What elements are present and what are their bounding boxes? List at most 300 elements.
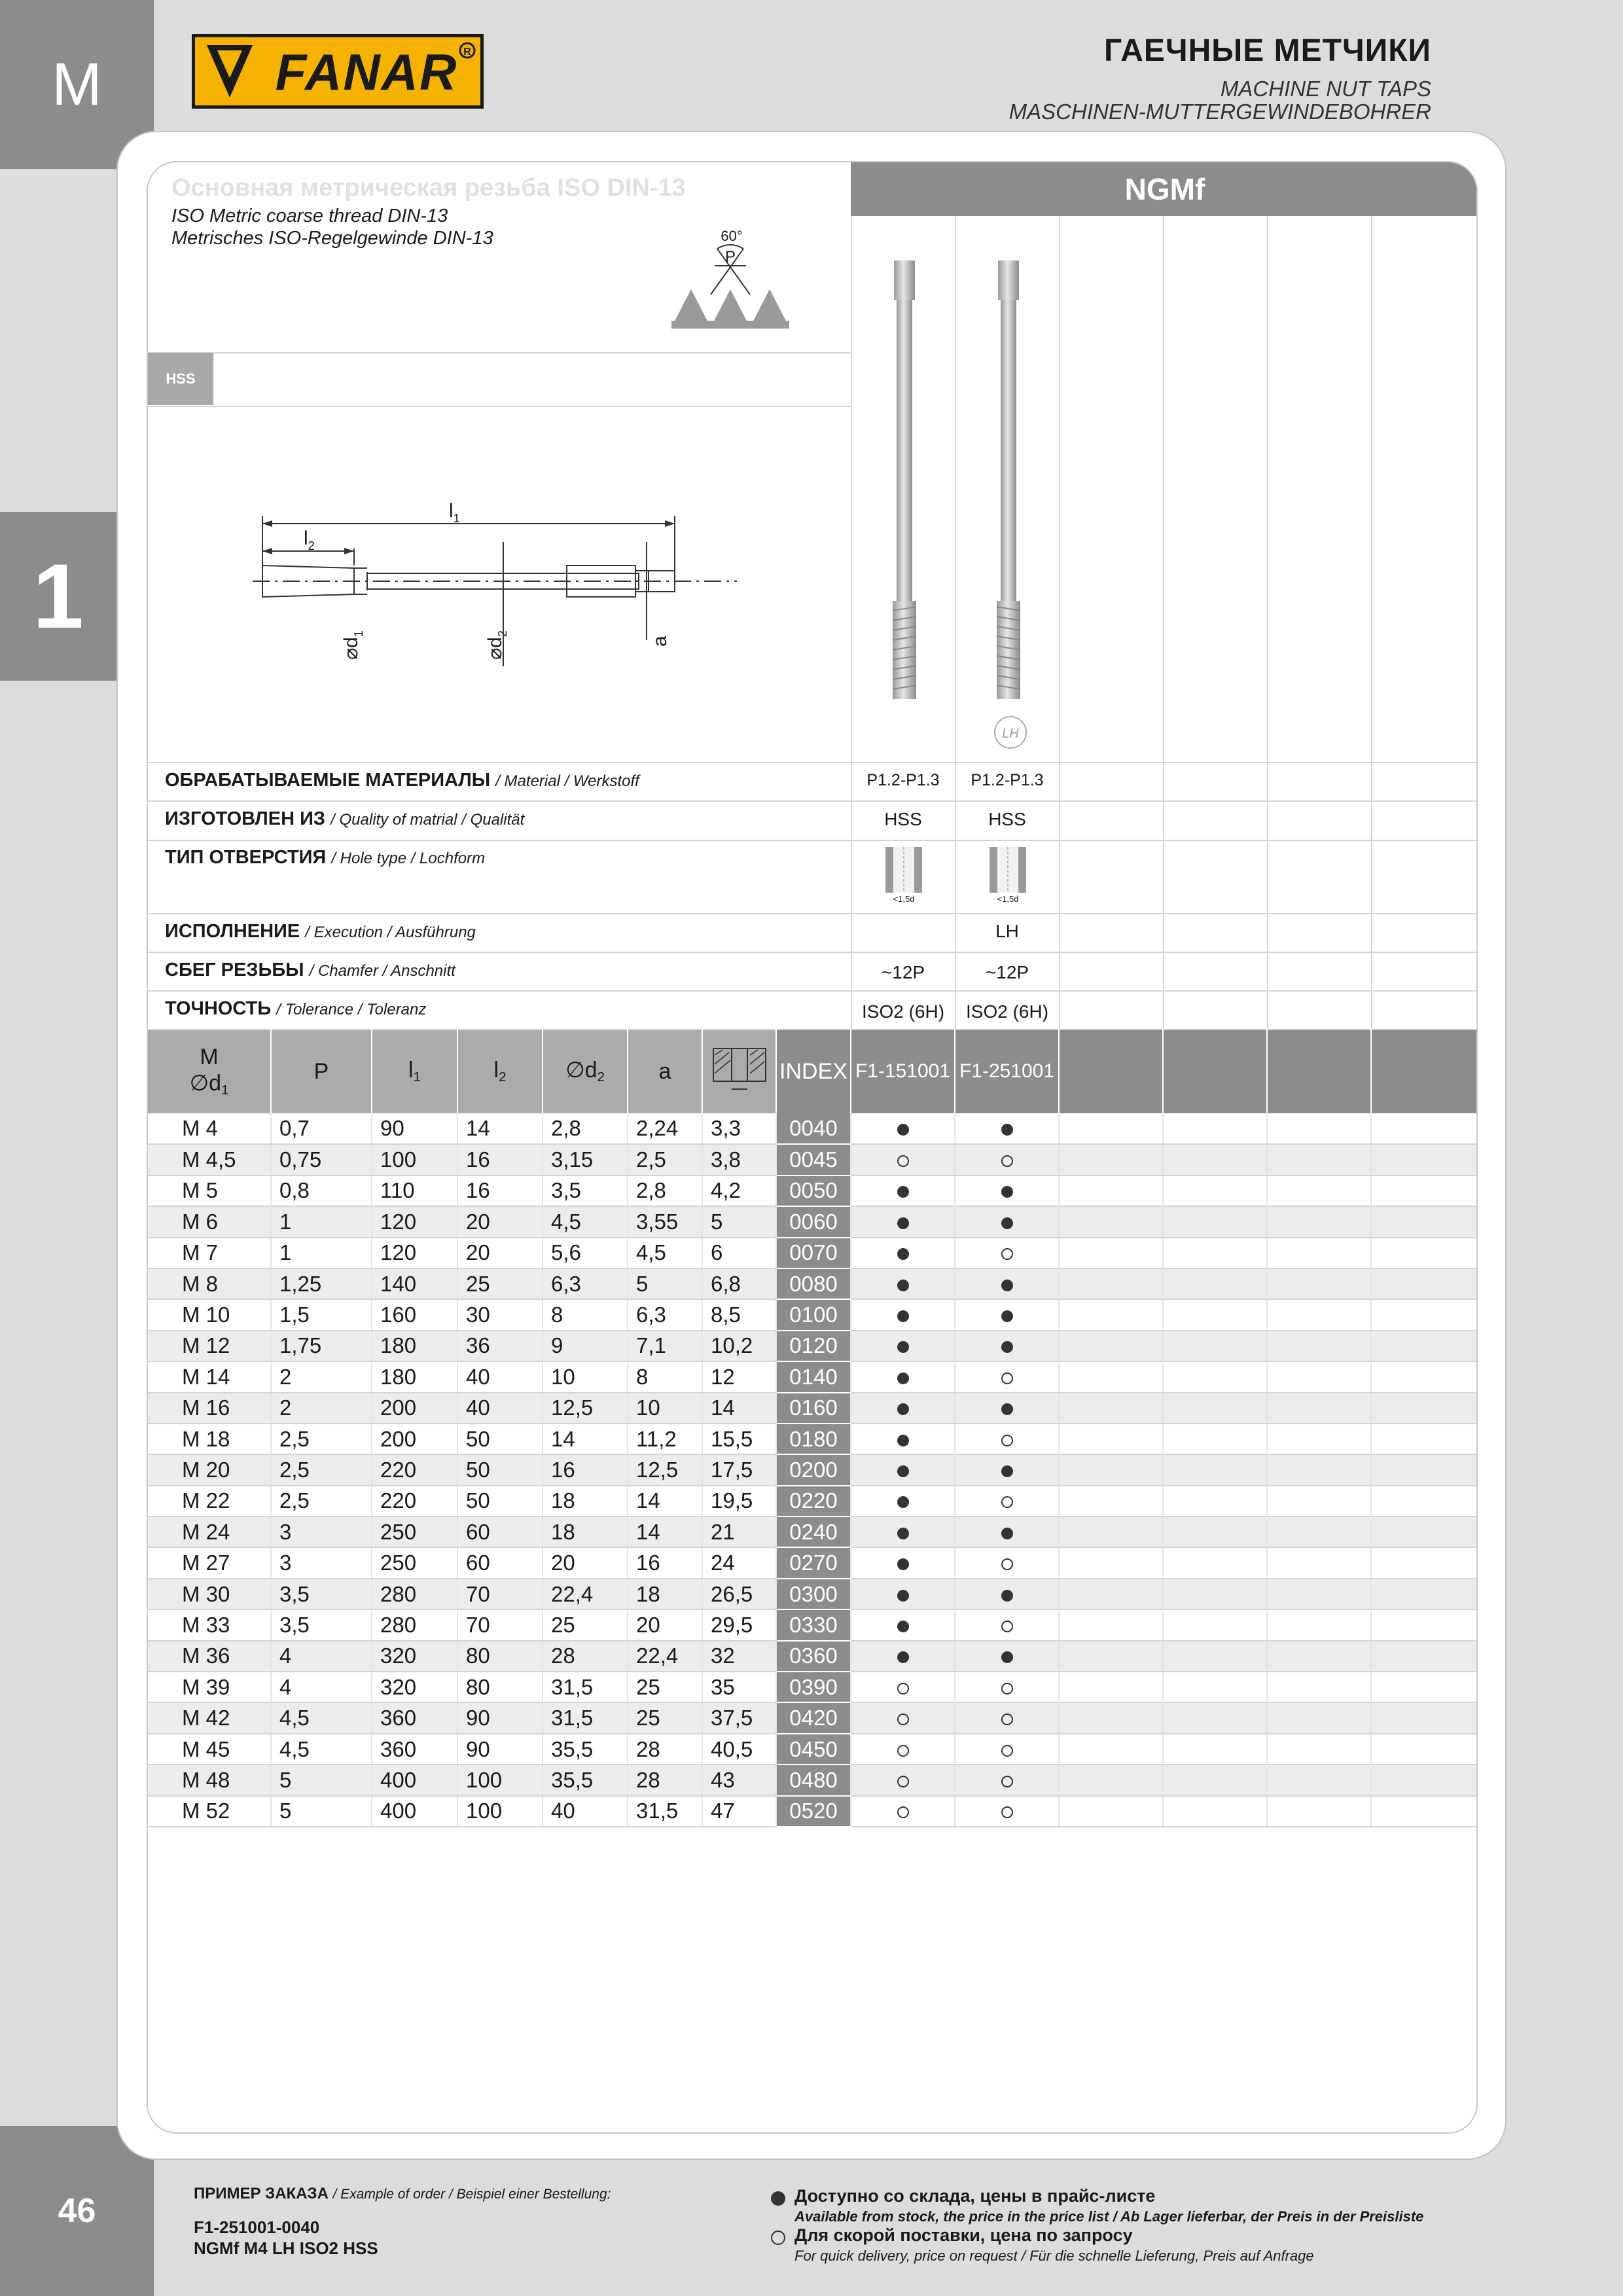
dim-d2: $⌀d_2$: [484, 630, 509, 660]
table-cell: 25: [543, 1609, 628, 1640]
availability-cell: [955, 1113, 1059, 1144]
availability-cell: [851, 1144, 955, 1175]
table-cell: M 30: [148, 1579, 271, 1609]
availability-cell: [955, 1175, 1059, 1206]
table-cell: 5: [628, 1268, 702, 1299]
on-request-dot-icon: [1001, 1745, 1013, 1757]
table-cell: 250: [372, 1547, 457, 1578]
page-title-de: MASCHINEN-MUTTERGEWINDEBOHRER: [1008, 99, 1431, 124]
chamfer-value-1: ~12P: [881, 962, 925, 982]
empty-cell: [1267, 1516, 1371, 1547]
on-request-dot-icon: [1001, 1248, 1013, 1260]
thread-title-en: ISO Metric coarse thread DIN-13: [171, 206, 448, 226]
empty-cell: [1371, 1547, 1478, 1578]
table-cell: M 20: [148, 1454, 271, 1485]
empty-cell: [1267, 1175, 1371, 1206]
in-stock-dot-icon: [897, 1621, 909, 1632]
table-cell: 3,15: [543, 1144, 628, 1175]
col-header-empty: [1059, 1030, 1163, 1113]
col-header-d2: ∅d2: [543, 1030, 628, 1113]
on-request-dot-icon: [1001, 1713, 1013, 1725]
col-header-pitch: P: [271, 1030, 372, 1113]
availability-cell: [955, 1641, 1059, 1672]
table-cell: M 5: [148, 1175, 271, 1206]
table-cell: 120: [372, 1206, 457, 1237]
table-cell: M 7: [148, 1238, 271, 1268]
on-request-dot-icon: [897, 1155, 909, 1167]
availability-cell: [851, 1361, 955, 1392]
table-cell: 19,5: [702, 1486, 776, 1516]
index-cell: 0270: [776, 1547, 851, 1578]
index-cell: 0060: [776, 1206, 851, 1237]
empty-cell: [1059, 1361, 1163, 1392]
availability-cell: [851, 1734, 955, 1765]
in-stock-dot-icon: [1001, 1651, 1013, 1663]
table-cell: 250: [372, 1516, 457, 1547]
availability-cell: [955, 1393, 1059, 1424]
table-cell: 70: [457, 1579, 543, 1609]
table-cell: 2,8: [543, 1113, 628, 1144]
empty-cell: [1371, 1734, 1478, 1765]
table-cell: M 6: [148, 1206, 271, 1237]
table-cell: 22,4: [543, 1579, 628, 1609]
table-cell: 3,55: [628, 1206, 702, 1237]
on-request-dot-icon: [897, 1745, 909, 1757]
table-cell: 4,5: [271, 1702, 372, 1733]
col-header-code-1: F1-151001: [851, 1030, 955, 1113]
empty-cell: [1267, 1393, 1371, 1424]
table-cell: 28: [628, 1765, 702, 1795]
empty-cell: [1059, 1672, 1163, 1702]
table-cell: 16: [457, 1175, 543, 1206]
empty-cell: [1059, 1547, 1163, 1578]
grid-line: [1059, 162, 1060, 1029]
table-cell: 22,4: [628, 1641, 702, 1672]
empty-cell: [1059, 1734, 1163, 1765]
table-cell: M 48: [148, 1765, 271, 1795]
availability-cell: [851, 1393, 955, 1424]
index-cell: 0390: [776, 1672, 851, 1702]
availability-cell: [851, 1175, 955, 1206]
quality-value-2: HSS: [988, 809, 1026, 829]
empty-cell: [1163, 1424, 1267, 1454]
empty-cell: [1163, 1672, 1267, 1702]
table-cell: 5: [271, 1765, 372, 1795]
availability-cell: [851, 1609, 955, 1640]
product-header: NGMf: [851, 162, 1478, 216]
table-cell: 14: [702, 1393, 776, 1424]
table-row: [148, 1238, 1478, 1268]
availability-cell: [851, 1796, 955, 1827]
grid-line: [148, 952, 1478, 953]
availability-cell: [955, 1454, 1059, 1485]
table-row: [148, 1113, 1478, 1144]
availability-cell: [955, 1268, 1059, 1299]
empty-cell: [1059, 1268, 1163, 1299]
table-row: [148, 1609, 1478, 1640]
empty-cell: [1059, 1702, 1163, 1733]
index-cell: 0120: [776, 1331, 851, 1361]
availability-cell: [851, 1672, 955, 1702]
in-stock-dot-icon: [897, 1528, 909, 1539]
table-cell: 6,3: [543, 1268, 628, 1299]
table-cell: 3,8: [702, 1144, 776, 1175]
table-cell: 50: [457, 1486, 543, 1516]
table-cell: 25: [457, 1268, 543, 1299]
table-cell: 29,5: [702, 1609, 776, 1640]
empty-cell: [1059, 1175, 1163, 1206]
availability-cell: [851, 1454, 955, 1485]
in-stock-dot-icon: [897, 1435, 909, 1446]
empty-cell: [1059, 1144, 1163, 1175]
tolerance-value-1: ISO2 (6H): [861, 1001, 945, 1022]
page-title-ru: ГАЕЧНЫЕ МЕТЧИКИ: [1104, 33, 1431, 68]
availability-cell: [955, 1765, 1059, 1795]
legend-stock-ru: Доступно со склада, цены в прайс-листе: [794, 2186, 1156, 2206]
empty-cell: [1267, 1486, 1371, 1516]
tap-image-f1-251001: [982, 260, 1035, 719]
table-cell: 35,5: [543, 1734, 628, 1765]
table-cell: 280: [372, 1579, 457, 1609]
chamfer-value-2: ~12P: [985, 962, 1029, 982]
empty-cell: [1163, 1393, 1267, 1424]
availability-cell: [851, 1516, 955, 1547]
in-stock-dot-icon: [1001, 1217, 1013, 1229]
in-stock-dot-icon: [897, 1558, 909, 1570]
availability-cell: [955, 1734, 1059, 1765]
col-header-empty: [1371, 1030, 1478, 1113]
empty-cell: [1371, 1454, 1478, 1485]
empty-cell: [1371, 1641, 1478, 1672]
empty-cell: [1267, 1113, 1371, 1144]
availability-cell: [851, 1268, 955, 1299]
index-cell: 0330: [776, 1609, 851, 1640]
table-cell: 31,5: [628, 1796, 702, 1827]
table-row: [148, 1516, 1478, 1547]
col-header-a: a: [628, 1030, 702, 1113]
table-cell: 4,2: [702, 1175, 776, 1206]
on-request-dot-icon: [897, 1806, 909, 1818]
availability-cell: [851, 1486, 955, 1516]
table-cell: 40: [543, 1796, 628, 1827]
material-value-1: P1.2-P1.3: [866, 771, 940, 789]
availability-cell: [955, 1516, 1059, 1547]
table-cell: 120: [372, 1238, 457, 1268]
table-cell: 1,75: [271, 1331, 372, 1361]
empty-cell: [1163, 1361, 1267, 1392]
on-request-dot-icon: [1001, 1435, 1013, 1446]
index-cell: 0070: [776, 1238, 851, 1268]
table-cell: 3,5: [271, 1579, 372, 1609]
table-cell: 32: [702, 1641, 776, 1672]
empty-cell: [1371, 1331, 1478, 1361]
table-cell: 6,3: [628, 1299, 702, 1330]
order-example-description: NGMf M4 LH ISO2 HSS: [194, 2238, 378, 2258]
in-stock-dot-icon: [1001, 1310, 1013, 1322]
table-cell: M 33: [148, 1609, 271, 1640]
empty-cell: [1059, 1299, 1163, 1330]
empty-cell: [1267, 1765, 1371, 1795]
table-cell: 20: [628, 1609, 702, 1640]
empty-cell: [1163, 1796, 1267, 1827]
table-cell: 2,5: [271, 1424, 372, 1454]
fanar-logo: [192, 34, 484, 109]
legend-request-en: For quick delivery, price on request / Für die schnelle Lieferung, Preis auf Anfrage: [794, 2248, 1314, 2264]
product-sheet: [147, 161, 1478, 2134]
empty-cell: [1267, 1641, 1371, 1672]
table-cell: 70: [457, 1609, 543, 1640]
table-cell: 24: [702, 1547, 776, 1578]
empty-cell: [1059, 1796, 1163, 1827]
grid-line: [1267, 162, 1268, 1029]
empty-cell: [1163, 1609, 1267, 1640]
empty-cell: [1059, 1113, 1163, 1144]
availability-cell: [955, 1331, 1059, 1361]
index-cell: 0080: [776, 1268, 851, 1299]
empty-cell: [1163, 1238, 1267, 1268]
table-cell: 12,5: [628, 1454, 702, 1485]
table-row: [148, 1424, 1478, 1454]
table-cell: 0,75: [271, 1144, 372, 1175]
table-cell: 1: [271, 1206, 372, 1237]
table-cell: 3: [271, 1516, 372, 1547]
table-cell: M 14: [148, 1361, 271, 1392]
empty-cell: [1267, 1361, 1371, 1392]
table-cell: 14: [628, 1486, 702, 1516]
property-label-material: ОБРАБАТЫВАЕМЫЕ МАТЕРИАЛЫ / Material / Werkstoff: [165, 770, 639, 791]
on-request-dot-icon: [897, 1683, 909, 1695]
availability-cell: [851, 1547, 955, 1578]
table-cell: 360: [372, 1702, 457, 1733]
empty-cell: [1267, 1268, 1371, 1299]
in-stock-dot-icon: [897, 1124, 909, 1136]
table-cell: 220: [372, 1454, 457, 1485]
table-cell: 160: [372, 1299, 457, 1330]
index-cell: 0360: [776, 1641, 851, 1672]
empty-cell: [1371, 1144, 1478, 1175]
table-cell: 3: [271, 1547, 372, 1578]
col-header-empty: [1267, 1030, 1371, 1113]
empty-cell: [1059, 1393, 1163, 1424]
table-cell: 26,5: [702, 1579, 776, 1609]
on-request-dot-icon: [897, 1713, 909, 1725]
table-cell: 12: [702, 1361, 776, 1392]
table-cell: M 22: [148, 1486, 271, 1516]
empty-cell: [1059, 1579, 1163, 1609]
in-stock-dot-icon: [897, 1248, 909, 1260]
table-cell: M 45: [148, 1734, 271, 1765]
table-row: [148, 1361, 1478, 1392]
table-row: [148, 1579, 1478, 1609]
table-row: [148, 1641, 1478, 1672]
legend-request-ru: Для скорой поставки, цена по запросу: [794, 2225, 1133, 2245]
table-cell: M 52: [148, 1796, 271, 1827]
table-cell: 16: [628, 1547, 702, 1578]
grid-line: [148, 913, 1478, 914]
availability-cell: [851, 1331, 955, 1361]
table-cell: 17,5: [702, 1454, 776, 1485]
table-cell: 0,7: [271, 1113, 372, 1144]
table-cell: 16: [543, 1454, 628, 1485]
table-cell: 400: [372, 1796, 457, 1827]
table-cell: 36: [457, 1331, 543, 1361]
chapter-tab: 1: [0, 512, 116, 681]
empty-cell: [1059, 1206, 1163, 1237]
empty-cell: [1371, 1579, 1478, 1609]
empty-cell: [1163, 1516, 1267, 1547]
table-cell: 30: [457, 1299, 543, 1330]
table-cell: 5: [271, 1796, 372, 1827]
table-cell: 18: [543, 1486, 628, 1516]
availability-cell: [851, 1579, 955, 1609]
empty-cell: [1163, 1486, 1267, 1516]
empty-cell: [1371, 1486, 1478, 1516]
table-cell: 80: [457, 1672, 543, 1702]
table-row: [148, 1393, 1478, 1424]
table-cell: 180: [372, 1361, 457, 1392]
in-stock-dot-icon: [897, 1310, 909, 1322]
empty-cell: [1267, 1144, 1371, 1175]
blind-hole-icon: [884, 844, 923, 903]
thread-title-ru: Основная метрическая резьба ISO DIN-13: [171, 174, 686, 202]
col-header-l1: l1: [372, 1030, 457, 1113]
empty-cell: [1059, 1424, 1163, 1454]
empty-cell: [1059, 1454, 1163, 1485]
table-row: [148, 1672, 1478, 1702]
thread-title-de: Metrisches ISO-Regelgewinde DIN-13: [171, 228, 493, 249]
request-dot-icon: [771, 2231, 785, 2245]
empty-cell: [1371, 1765, 1478, 1795]
empty-cell: [1267, 1331, 1371, 1361]
order-example-code: F1-251001-0040: [194, 2217, 320, 2237]
table-cell: M 27: [148, 1547, 271, 1578]
table-cell: 40: [457, 1361, 543, 1392]
table-cell: M 36: [148, 1641, 271, 1672]
table-cell: 50: [457, 1424, 543, 1454]
grid-line: [148, 352, 851, 353]
availability-cell: [851, 1424, 955, 1454]
table-cell: 50: [457, 1454, 543, 1485]
in-stock-dot-icon: [897, 1217, 909, 1229]
availability-cell: [955, 1144, 1059, 1175]
table-row: [148, 1175, 1478, 1206]
table-cell: 4: [271, 1641, 372, 1672]
col-header-hole-depth-icon: [702, 1030, 776, 1113]
on-request-dot-icon: [1001, 1621, 1013, 1632]
table-cell: 5: [702, 1206, 776, 1237]
table-cell: 35: [702, 1672, 776, 1702]
in-stock-dot-icon: [1001, 1403, 1013, 1415]
index-cell: 0040: [776, 1113, 851, 1144]
tap-image-f1-151001: [878, 260, 931, 719]
on-request-dot-icon: [1001, 1558, 1013, 1570]
availability-cell: [955, 1238, 1059, 1268]
table-cell: 4,5: [543, 1206, 628, 1237]
empty-cell: [1163, 1144, 1267, 1175]
index-cell: 0045: [776, 1144, 851, 1175]
in-stock-dot-icon: [1001, 1280, 1013, 1291]
empty-cell: [1371, 1393, 1478, 1424]
table-cell: 14: [543, 1424, 628, 1454]
availability-cell: [851, 1702, 955, 1733]
empty-cell: [1163, 1175, 1267, 1206]
table-cell: 10,2: [702, 1331, 776, 1361]
table-header-row: [148, 1030, 1478, 1113]
table-cell: 20: [543, 1547, 628, 1578]
in-stock-dot-icon: [897, 1496, 909, 1508]
index-cell: 0420: [776, 1702, 851, 1733]
table-cell: 2,24: [628, 1113, 702, 1144]
table-cell: 180: [372, 1331, 457, 1361]
table-cell: 28: [543, 1641, 628, 1672]
table-cell: 3,5: [271, 1609, 372, 1640]
col-header-code-2: F1-251001: [955, 1030, 1059, 1113]
table-cell: 2,5: [271, 1486, 372, 1516]
on-request-dot-icon: [1001, 1155, 1013, 1167]
index-cell: 0300: [776, 1579, 851, 1609]
in-stock-dot-icon: [897, 1341, 909, 1353]
availability-cell: [851, 1238, 955, 1268]
table-cell: 11,2: [628, 1424, 702, 1454]
property-label-chamfer: СБЕГ РЕЗЬБЫ / Chamfer / Anschnitt: [165, 960, 455, 980]
empty-cell: [1267, 1238, 1371, 1268]
empty-cell: [1163, 1641, 1267, 1672]
availability-cell: [851, 1765, 955, 1795]
empty-cell: [1267, 1672, 1371, 1702]
empty-cell: [1059, 1765, 1163, 1795]
table-cell: 5,6: [543, 1238, 628, 1268]
table-cell: 90: [457, 1734, 543, 1765]
dim-l1: $l_1$: [449, 500, 460, 525]
on-request-dot-icon: [1001, 1683, 1013, 1695]
on-request-dot-icon: [1001, 1776, 1013, 1787]
empty-cell: [1371, 1516, 1478, 1547]
empty-cell: [1267, 1454, 1371, 1485]
table-cell: 280: [372, 1609, 457, 1640]
table-cell: 320: [372, 1641, 457, 1672]
index-cell: 0180: [776, 1424, 851, 1454]
property-label-quality: ИЗГОТОВЛЕН ИЗ / Quality of matrial / Qualität: [165, 808, 525, 829]
empty-cell: [1267, 1299, 1371, 1330]
table-cell: 2,5: [628, 1144, 702, 1175]
left-hand-icon: [992, 714, 1029, 751]
table-row: [148, 1331, 1478, 1361]
logo-wordmark: FANAR: [275, 43, 458, 101]
grid-line: [148, 762, 1478, 763]
empty-cell: [1371, 1361, 1478, 1392]
empty-cell: [1371, 1609, 1478, 1640]
property-label-tolerance: ТОЧНОСТЬ / Tolerance / Toleranz: [165, 998, 427, 1019]
index-cell: 0200: [776, 1454, 851, 1485]
availability-cell: [955, 1206, 1059, 1237]
empty-cell: [1163, 1268, 1267, 1299]
page-number: 46: [0, 2126, 154, 2296]
table-cell: M 42: [148, 1702, 271, 1733]
table-cell: 8,5: [702, 1299, 776, 1330]
empty-cell: [1267, 1702, 1371, 1733]
table-cell: 2: [271, 1393, 372, 1424]
empty-cell: [1371, 1113, 1478, 1144]
index-cell: 0520: [776, 1796, 851, 1827]
table-cell: 4,5: [628, 1238, 702, 1268]
empty-cell: [1371, 1424, 1478, 1454]
table-cell: 21: [702, 1516, 776, 1547]
thread-profile-diagram: [652, 216, 802, 334]
table-cell: 20: [457, 1238, 543, 1268]
blind-hole-icon: [988, 844, 1027, 903]
table-cell: 43: [702, 1765, 776, 1795]
availability-cell: [955, 1796, 1059, 1827]
